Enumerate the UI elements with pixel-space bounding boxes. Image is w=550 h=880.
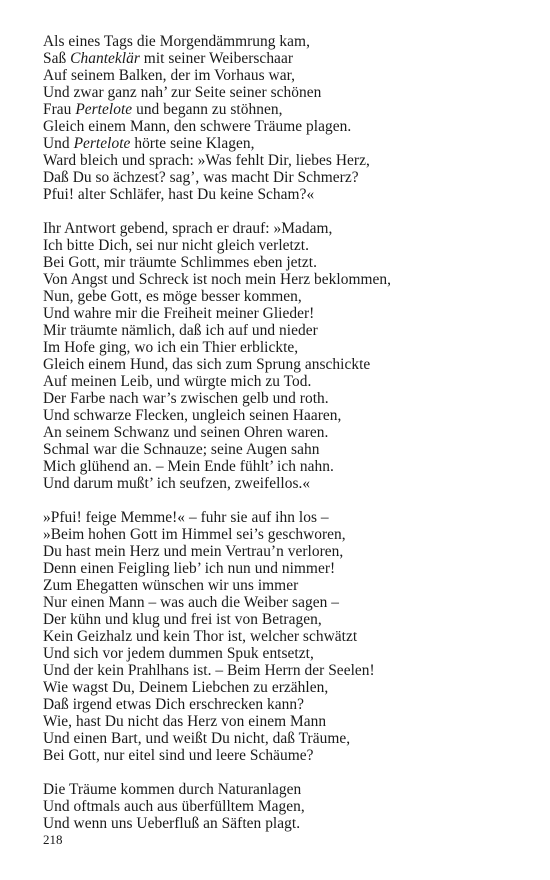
verse-text: Und wenn uns Ueberfluß an Säften plagt. (43, 815, 301, 832)
verse-line (43, 798, 523, 815)
verse-line (43, 118, 523, 135)
verse-text: Auf seinem Balken, der im Vorhaus war, (43, 67, 296, 84)
verse-line (43, 645, 523, 662)
verse-line (43, 67, 523, 84)
verse-line (43, 730, 523, 747)
verse-line (43, 543, 523, 560)
verse-line (43, 271, 523, 288)
verse-line (43, 254, 523, 271)
verse-text: Im Hofe ging, wo ich ein Thier erblickte, (43, 339, 299, 356)
verse-line (43, 679, 523, 696)
verse-text: Nur einen Mann – was auch die Weiber sagen – (43, 594, 339, 611)
verse-text: Und schwarze Flecken, ungleich seinen Haaren, (43, 407, 342, 424)
verse-text: Mich glühend an. – Mein Ende fühlt’ ich nahn. (43, 458, 334, 475)
verse-text: Ich bitte Dich, sei nur nicht gleich verletzt. (43, 237, 309, 254)
verse-line (43, 815, 523, 832)
verse-line (43, 781, 523, 798)
stanza (43, 220, 523, 492)
verse-text: Und oftmals auch aus überfülltem Magen, (43, 798, 305, 815)
verse-line (43, 611, 523, 628)
verse-line (43, 662, 523, 679)
verse-line (43, 33, 523, 50)
verse-line (43, 594, 523, 611)
verse-line (43, 577, 523, 594)
verse-line (43, 339, 523, 356)
verse-line (43, 135, 523, 152)
verse-line (43, 390, 523, 407)
italic-name: Pertelote (75, 101, 133, 118)
verse-line (43, 169, 523, 186)
verse-text: Ihr Antwort gebend, sprach er drauf: »Madam, (43, 220, 333, 237)
verse-line (43, 560, 523, 577)
verse-text: Kein Geizhalz und kein Thor ist, welcher schwätzt (43, 628, 358, 645)
verse-line (43, 424, 523, 441)
verse-line (43, 322, 523, 339)
verse-text: Und der kein Prahlhans ist. – Beim Herrn der Seelen! (43, 662, 375, 679)
verse-line (43, 220, 523, 237)
verse-text: Und (43, 135, 74, 152)
verse-line (43, 628, 523, 645)
verse-text: Bei Gott, nur eitel sind und leere Schäume? (43, 747, 314, 764)
poem-text (43, 33, 523, 849)
verse-text: Ward bleich und sprach: »Was fehlt Dir, liebes Herz, (43, 152, 370, 169)
stanza (43, 509, 523, 764)
verse-line (43, 407, 523, 424)
stanza (43, 781, 523, 832)
verse-text: Daß Du so ächzest? sag’, was macht Dir Schmerz? (43, 169, 359, 186)
verse-text: Und darum mußt’ ich seufzen, zweifellos.« (43, 475, 311, 492)
verse-text: Und einen Bart, und weißt Du nicht, daß Träume, (43, 730, 351, 747)
italic-name: Pertelote (73, 135, 131, 152)
verse-text: Gleich einem Mann, den schwere Träume plagen. (43, 118, 352, 135)
verse-text: Denn einen Feigling lieb’ ich nun und nimmer! (43, 560, 336, 577)
verse-text: Saß (43, 50, 71, 67)
verse-text: Nun, gebe Gott, es möge besser kommen, (43, 288, 302, 305)
verse-text: mit seiner Weiberschaar (139, 50, 293, 67)
verse-text: Gleich einem Hund, das sich zum Sprung anschickte (43, 356, 371, 373)
verse-text: Die Träume kommen durch Naturanlagen (43, 781, 302, 798)
verse-line (43, 84, 523, 101)
verse-line (43, 747, 523, 764)
verse-text: Bei Gott, mir träumte Schlimmes eben jetzt. (43, 254, 317, 271)
verse-line (43, 475, 523, 492)
verse-text: Mir träumte nämlich, daß ich auf und nieder (43, 322, 318, 339)
verse-text: Von Angst und Schreck ist noch mein Herz beklommen, (43, 271, 392, 288)
verse-text: Und sich vor jedem dummen Spuk entsetzt, (43, 645, 314, 662)
verse-text: Zum Ehegatten wünschen wir uns immer (43, 577, 299, 594)
verse-line (43, 152, 523, 169)
verse-line (43, 237, 523, 254)
verse-text: Wie wagst Du, Deinem Liebchen zu erzählen, (43, 679, 329, 696)
page-number: 218 (43, 832, 63, 847)
verse-line (43, 50, 523, 67)
verse-text: Wie, hast Du nicht das Herz von einem Mann (43, 713, 327, 730)
verse-text: Als eines Tags die Morgendämmrung kam, (43, 33, 310, 50)
verse-text: Du hast mein Herz und mein Vertrau’n verloren, (43, 543, 344, 560)
verse-line (43, 509, 523, 526)
verse-line (43, 441, 523, 458)
verse-text: »Beim hohen Gott im Himmel sei’s geschworen, (43, 526, 346, 543)
verse-text: Frau (43, 101, 76, 118)
verse-text: »Pfui! feige Memme!« – fuhr sie auf ihn los – (43, 509, 329, 526)
verse-text: Und wahre mir die Freiheit meiner Glieder! (43, 305, 315, 322)
verse-line (43, 713, 523, 730)
verse-text: und begann zu stöhnen, (132, 101, 283, 118)
verse-text: Der kühn und klug und frei ist von Betragen, (43, 611, 322, 628)
verse-line (43, 101, 523, 118)
verse-text: Und zwar ganz nah’ zur Seite seiner schönen (43, 84, 322, 101)
stanza (43, 33, 523, 203)
verse-text: Schmal war die Schnauze; seine Augen sahn (43, 441, 320, 458)
verse-line (43, 458, 523, 475)
verse-text: Der Farbe nach war’s zwischen gelb und roth. (43, 390, 329, 407)
verse-text: Daß irgend etwas Dich erschrecken kann? (43, 696, 305, 713)
verse-text: Pfui! alter Schläfer, hast Du keine Scham?« (43, 186, 315, 203)
verse-line (43, 526, 523, 543)
verse-line (43, 305, 523, 322)
verse-text: hörte seine Klagen, (130, 135, 255, 152)
verse-line (43, 186, 523, 203)
verse-line (43, 696, 523, 713)
verse-line (43, 373, 523, 390)
verse-text: An seinem Schwanz und seinen Ohren waren. (43, 424, 329, 441)
verse-line (43, 288, 523, 305)
italic-name: Chanteklär (70, 50, 140, 67)
verse-line (43, 356, 523, 373)
verse-text: Auf meinen Leib, und würgte mich zu Tod. (43, 373, 312, 390)
